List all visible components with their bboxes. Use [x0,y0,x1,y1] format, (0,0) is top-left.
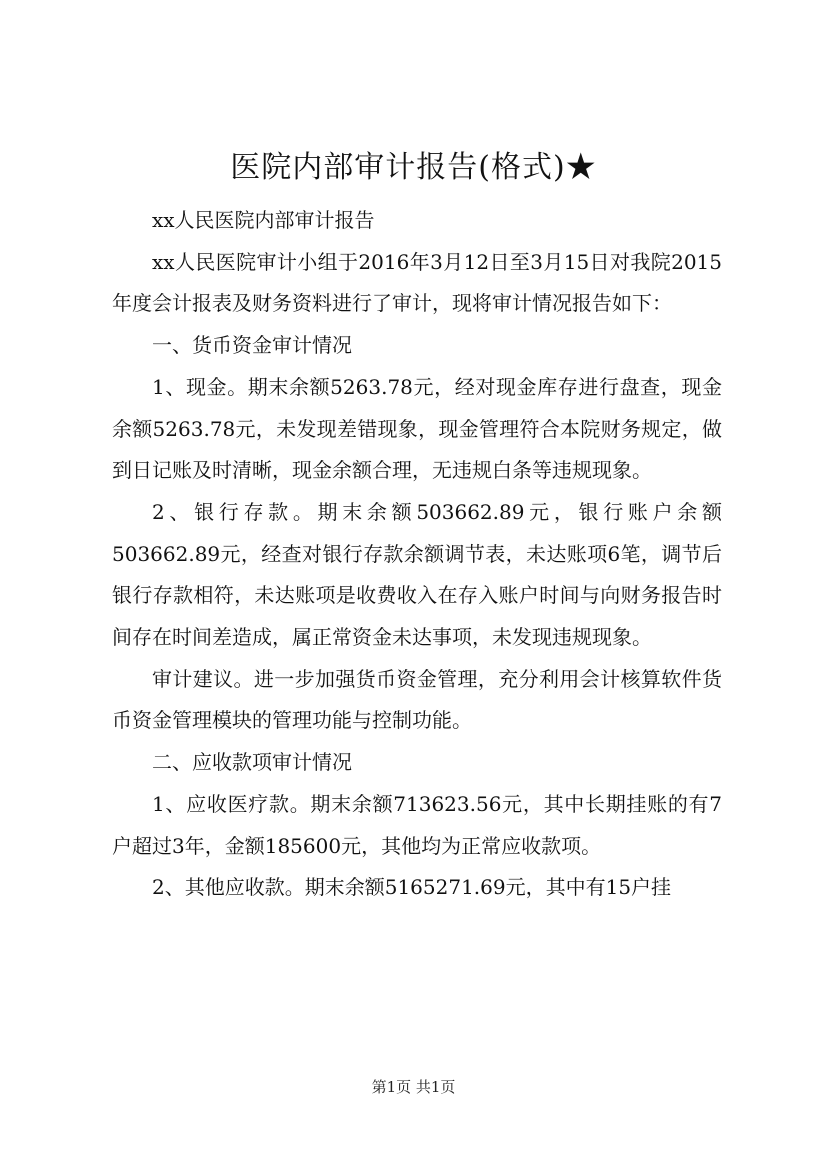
paragraph-report-heading: xx人民医院内部审计报告 [152,208,375,232]
page-footer: 第1页 共1页 [371,1078,456,1096]
document-body [112,200,722,909]
paragraph-medical-receivables: 1、应收医疗款。期末余额713623.56元，其中长期挂账的有7户超过3年，金额185600元，其他均为正常应收款项。 [112,791,722,858]
paragraph-intro: xx人民医院审计小组于2016年3月12日至3月15日对我院2015年度会计报表及财务资料进行了审计，现将审计情况报告如下： [112,249,722,316]
paragraph-bank-deposit: 2、银行存款。期末余额503662.89元，银行账户余额503662.89元，经查对银行存款余额调节表，未达账项6笔，调节后银行存款相符，未达账项是收费收入在存入账户时间与向财务报告时间存在时间差造成，属正常资金未达事项，未发现违规现象。 [112,499,722,650]
document-title: 医院内部审计报告(格式)★ [230,150,597,185]
paragraph-other-receivables: 2、其他应收款。期末余额5165271.69元，其中有15户挂 [152,875,672,900]
paragraph-cash: 1、现金。期末余额5263.78元，经对现金库存进行盘查，现金余额5263.78元，未发现差错现象，现金管理符合本院财务规定，做到日记账及时清晰，现金余额合理，无违规白条等违规现象。 [112,374,722,483]
section-heading-cash: 一、货币资金审计情况 [152,333,352,358]
paragraph-audit-suggestion: 审计建议。进一步加强货币资金管理，充分利用会计核算软件货币资金管理模块的管理功能与控制功能。 [112,666,722,733]
section-heading-receivables: 二、应收款项审计情况 [152,750,352,775]
